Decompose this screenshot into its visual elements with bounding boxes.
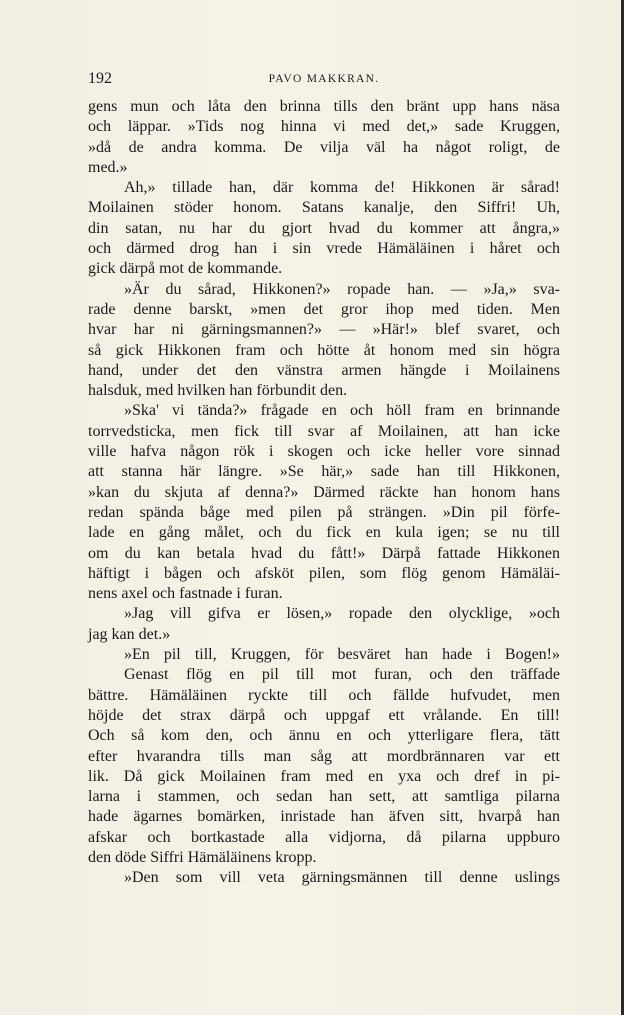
text-line: »Den som vill veta gärningsmännen till denne uslings	[124, 869, 560, 887]
text-line: höjde det strax därpå och uppgaf ett vrålande. En till!	[88, 706, 560, 724]
text-line: Moilainen stöder honom. Satans kanalje, den Siffri! Uh,	[88, 199, 560, 217]
text-line: din satan, nu har du gjort hvad du kommer att ångra,»	[88, 219, 560, 237]
text-line: Genast flög en pil till mot furan, och den träffade	[124, 666, 560, 684]
text-line: så gick Hikkonen fram och hötte åt honom med sin högra	[88, 341, 560, 359]
text-line: och därmed drog han i sin vrede Hämäläinen i håret och	[88, 240, 560, 258]
text-line: den döde Siffri Hämäläinens kropp.	[88, 848, 317, 866]
text-line: »En pil till, Kruggen, för besväret han hade i Bogen!»	[124, 646, 560, 664]
text-line: lade en gång målet, och du fick en kula igen; se nu till	[88, 524, 560, 542]
text-line: »Ska' vi tända?» frågade en och höll fram en brinnande	[124, 402, 560, 420]
text-line: »då de andra komma. De vilja väl ha något roligt, de	[88, 138, 560, 156]
text-line: larna i stammen, och sedan han sett, att samtliga pilarna	[88, 788, 560, 806]
text-line: hvar har ni gärningsmannen?» — »Här!» blef svaret, och	[88, 321, 560, 339]
text-line: efter hvarandra tills man såg att mordbrännaren var ett	[88, 747, 560, 765]
running-title: PAVO MAKKRAN.	[268, 73, 380, 85]
text-line: rade denne barskt, »men det gror ihop med tiden. Men	[88, 300, 560, 318]
text-line: »kan du skjuta af denna?» Därmed räckte han honom hans	[88, 483, 560, 501]
page-number: 192	[88, 70, 112, 87]
text-line: hand, under det den vänstra armen hängde i Moilainens	[88, 361, 560, 379]
text-line: nens axel och fastnade i furan.	[88, 585, 283, 603]
text-line: »Är du sårad, Hikkonen?» ropade han. — »Ja,» sva-	[124, 280, 560, 298]
text-line: med.»	[88, 158, 128, 176]
text-line: ville hafva någon rök i skogen och icke heller vore sinnad	[88, 443, 560, 461]
text-line: redan spända båge med pilen på strängen. »Din pil förfe-	[88, 503, 560, 521]
body-text	[88, 97, 560, 889]
text-line: hade ägarnes bomärken, inristade han äfven sitt, hvarpå han	[88, 808, 560, 826]
text-line: Ah,» tillade han, där komma de! Hikkonen är sårad!	[124, 179, 560, 197]
text-line: gens mun och låta den brinna tills den bränt upp hans näsa	[88, 98, 560, 115]
text-line: lik. Då gick Moilainen fram med en yxa och dref in pi-	[88, 767, 560, 785]
text-line: afskar och bortkastade alla vidjorna, då pilarna uppburo	[88, 828, 560, 846]
text-line: häftigt i bågen och afsköt pilen, som flög genom Hämäläi-	[88, 564, 560, 582]
text-line: »Jag vill gifva er lösen,» ropade den olycklige, »och	[124, 605, 560, 623]
text-line: och läppar. »Tids nog hinna vi med det,» sade Kruggen,	[88, 118, 560, 136]
text-line: Och så kom den, och ännu en och ytterligare flera, tätt	[88, 727, 560, 745]
text-line: om du kan betala hvad du fått!» Därpå fattade Hikkonen	[88, 544, 560, 562]
text-line: torrvedsticka, men fick till svar af Moilainen, att han icke	[88, 422, 560, 440]
text-line: jag kan det.»	[88, 625, 171, 643]
page-header	[88, 70, 560, 92]
text-line: halsduk, med hvilken han förbundit den.	[88, 382, 348, 400]
text-line: att stanna här längre. »Se här,» sade han till Hikkonen,	[88, 463, 560, 481]
text-line: gick därpå mot de kommande.	[88, 260, 283, 278]
text-line: bättre. Hämäläinen ryckte till och fällde hufvudet, men	[88, 686, 560, 704]
